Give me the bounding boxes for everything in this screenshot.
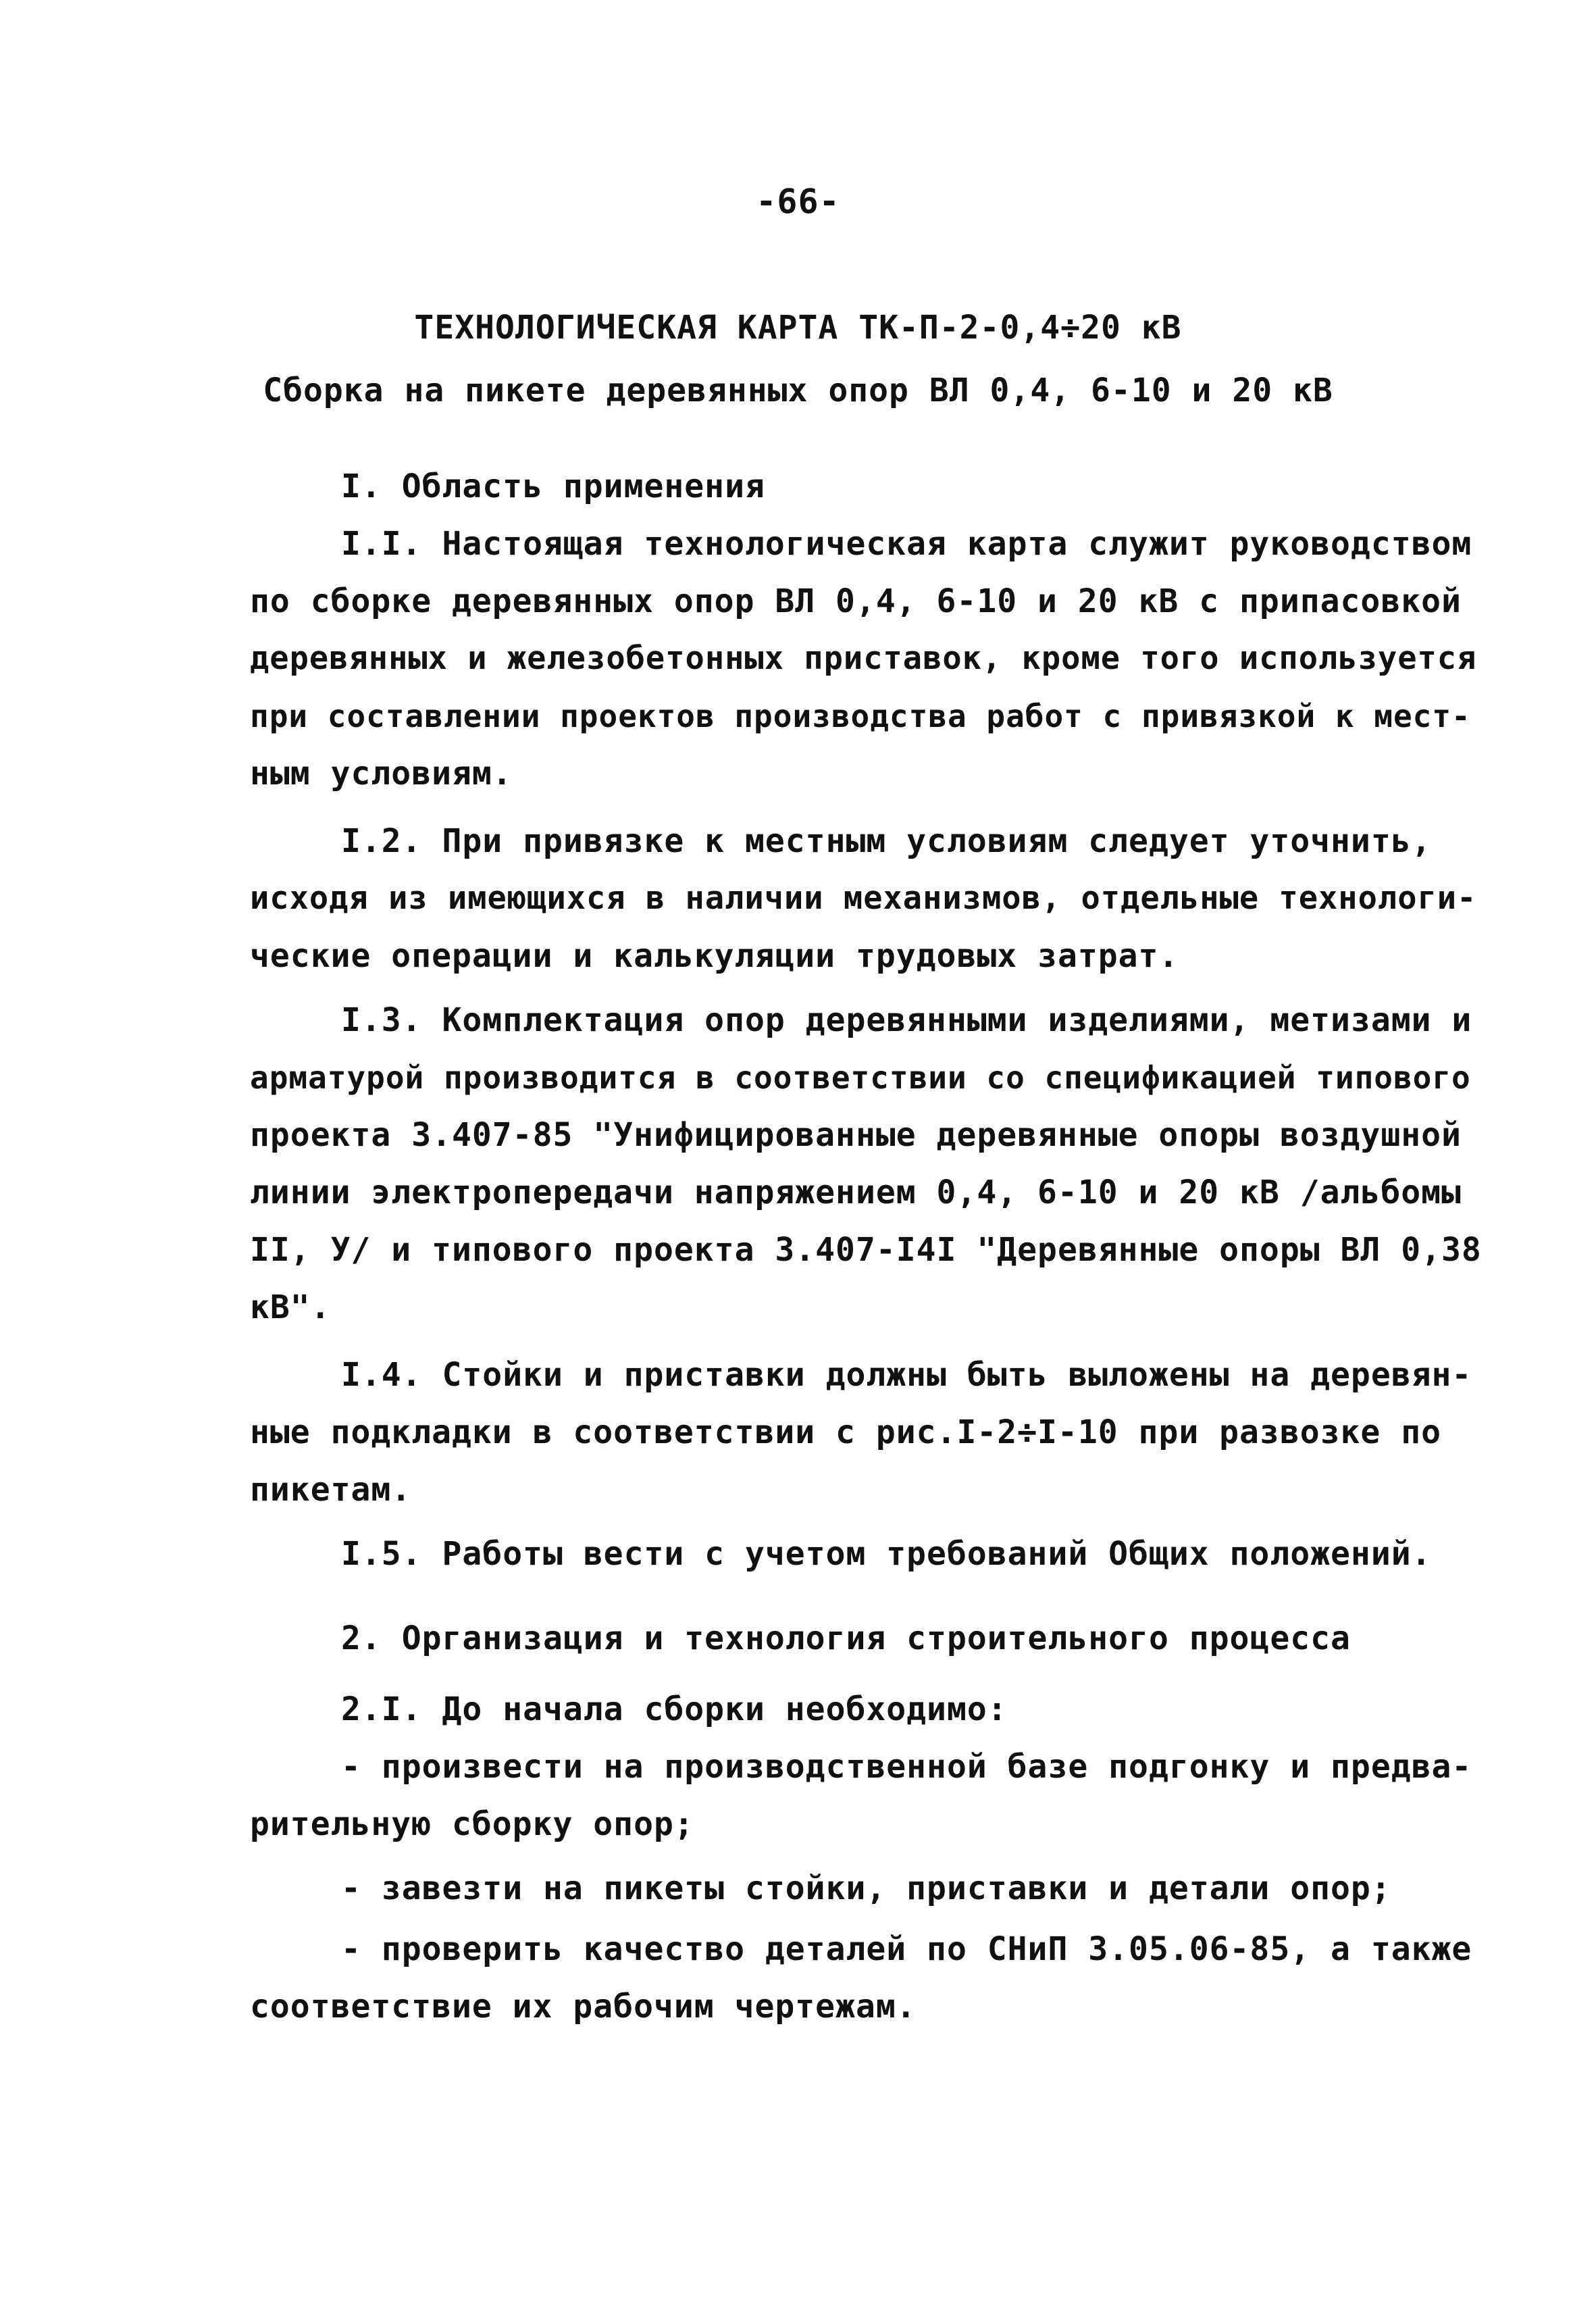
paragraph-line: I.4. Стойки и приставки должны быть выложены на деревян- (341, 1356, 1472, 1394)
section-heading-2: 2. Организация и технология строительного процесса (341, 1619, 1351, 1657)
list-item: - произвести на производственной базе подгонку и предва- (341, 1748, 1472, 1786)
paragraph-line: ческие операции и калькуляции трудовых затрат. (250, 937, 1179, 975)
paragraph-line: I.3. Комплектация опор деревянными изделиями, метизами и (341, 1001, 1472, 1039)
paragraph-line: I.5. Работы вести с учетом требований Общих положений. (341, 1535, 1432, 1573)
paragraph-line: проекта 3.407-85 "Унифицированные деревянные опоры воздушной (250, 1116, 1462, 1154)
paragraph-line: I.2. При привязке к местным условиям следует уточнить, (341, 822, 1432, 860)
paragraph-line: деревянных и железобетонных приставок, кроме того используется (250, 640, 1477, 677)
page-number: -66- (756, 182, 840, 221)
paragraph-line: при составлении проектов производства работ с привязкой к мест- (250, 698, 1471, 734)
list-item-continued: соответствие их рабочим чертежам. (250, 1988, 917, 2026)
paragraph-line: ным условиям. (250, 755, 513, 793)
paragraph-line: 2.I. До начала сборки необходимо: (341, 1690, 1008, 1728)
paragraph-line: линии электропередачи напряжением 0,4, 6-10 и 20 кВ /альбомы (250, 1174, 1462, 1211)
document-subtitle: Сборка на пикете деревянных опор ВЛ 0,4, 6-10 и 20 кВ (263, 372, 1333, 409)
paragraph-line: I.I. Настоящая технологическая карта служит руководством (341, 525, 1472, 563)
paragraph-line: исходя из имеющихся в наличии механизмов, отдельные технологи- (250, 880, 1477, 917)
paragraph-line: арматурой производится в соответствии со спецификацией типового (250, 1059, 1471, 1096)
paragraph-line: пикетам. (250, 1471, 412, 1509)
section-heading-1: I. Область применения (341, 468, 765, 505)
paragraph-line: кВ". (250, 1288, 331, 1326)
list-item-continued: рительную сборку опор; (250, 1805, 694, 1843)
paragraph-line: по сборке деревянных опор ВЛ 0,4, 6-10 и 20 кВ с припасовкой (250, 582, 1462, 620)
list-item: - завезти на пикеты стойки, приставки и детали опор; (341, 1869, 1391, 1907)
document-title: ТЕХНОЛОГИЧЕСКАЯ КАРТА ТК-П-2-0,4÷20 кВ (414, 309, 1182, 347)
paragraph-line: ные подкладки в соответствии с рис.I-2÷I-10 при развозке по (250, 1413, 1442, 1451)
paragraph-line: II, У/ и типового проекта 3.407-I4I "Деревянные опоры ВЛ 0,38 (250, 1231, 1482, 1269)
list-item: - проверить качество деталей по СНиП 3.05.06-85, а также (341, 1930, 1472, 1968)
